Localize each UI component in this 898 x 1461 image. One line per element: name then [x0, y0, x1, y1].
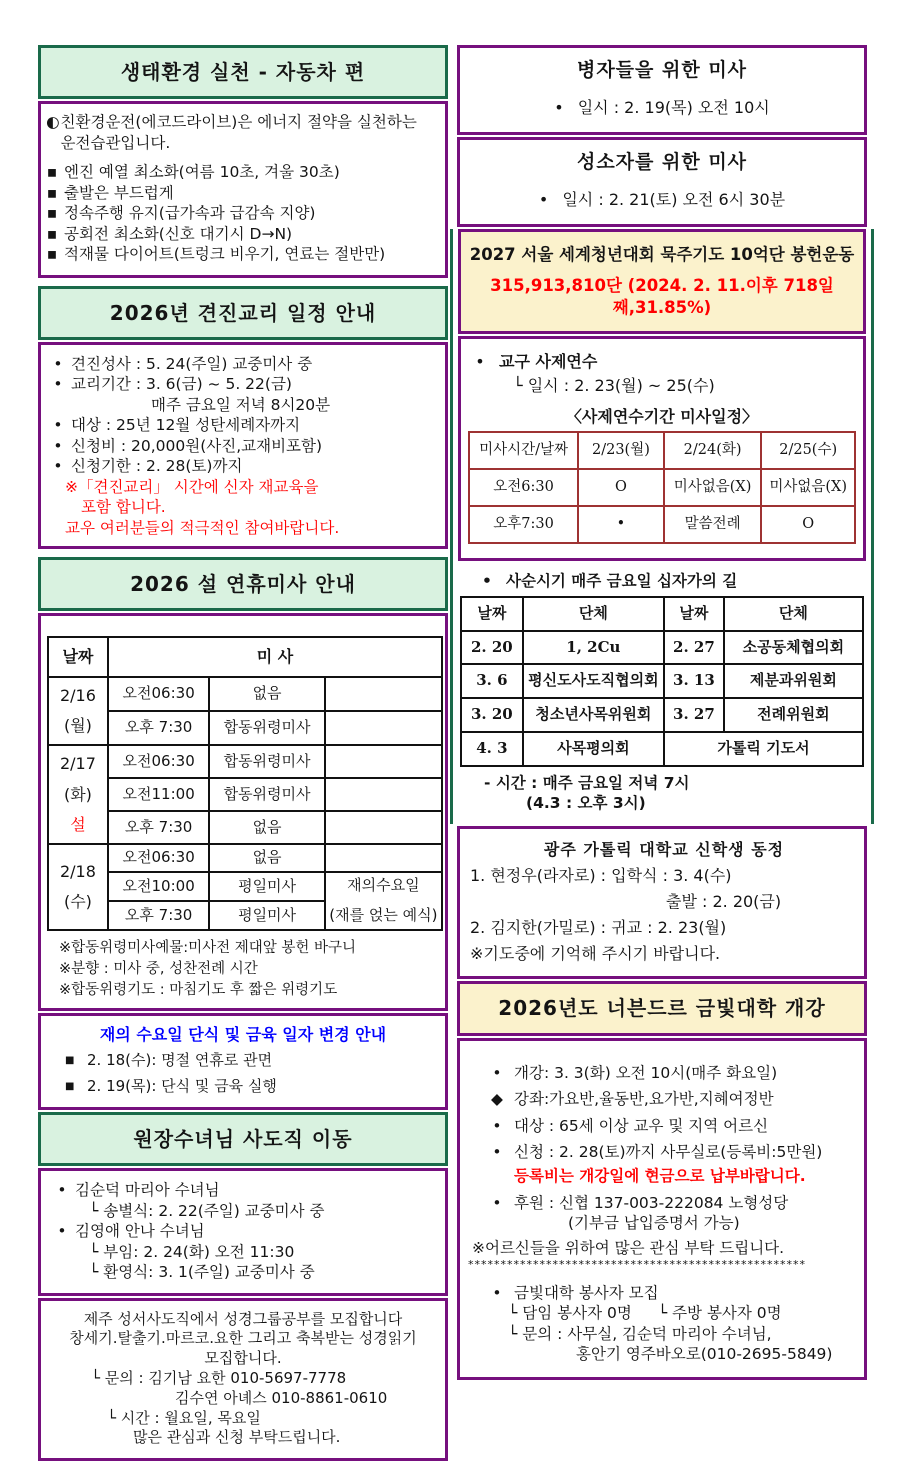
note-cell — [325, 844, 442, 872]
date-line: 2/17 — [59, 754, 96, 774]
group-cell: 소공동체협의회 — [724, 631, 863, 665]
date-cell: 2. 20 — [461, 631, 523, 665]
nun-detail: └ 부임: 2. 24(화) 오전 11:30 — [89, 1242, 295, 1261]
vocation-mass-datetime: 일시 : 2. 21(토) 오전 6시 30분 — [562, 190, 786, 210]
time-cell: 오전10:00 — [108, 872, 210, 901]
date-cell — [48, 745, 108, 844]
table-row — [461, 732, 863, 766]
mass-cell: 평일미사 — [209, 872, 324, 901]
list-item — [464, 97, 860, 118]
college-item: 신청 : 2. 28(토)까지 사무실로(등록비:5만원) — [514, 1143, 823, 1162]
status-cell: • — [578, 506, 664, 543]
time-cell: 오전11:00 — [108, 778, 210, 811]
status-cell: O — [578, 469, 664, 506]
rosary-campaign-title: 2027 서울 세계청년대회 묵주기도 10억단 봉헌운동 — [469, 245, 855, 265]
col-header: 2/24(화) — [664, 432, 762, 469]
confirmation-note-red: 교우 여러분들의 적극적인 참여바랍니다. — [65, 518, 340, 537]
table-header-row — [48, 637, 442, 676]
bullet-icon: • — [554, 98, 564, 118]
ash-item: 2. 18(수): 명절 연휴로 관면 — [87, 1051, 273, 1070]
list-item — [51, 436, 441, 456]
nun-section-header — [38, 1112, 448, 1166]
jeju-line: 창세기.탈출기.마르코.요한 그리고 축복받는 성경읽기 — [69, 1329, 417, 1348]
eco-intro-line1: 친환경운전(에코드라이브)은 에너지 절약을 실천하는 — [60, 113, 417, 132]
col-header: 날짜 — [461, 597, 523, 631]
date-cell: 3. 20 — [461, 698, 523, 732]
college-item: 개강: 3. 3(화) 오전 10시(매주 화요일) — [514, 1063, 778, 1082]
time-cell: 오후 7:30 — [108, 811, 210, 844]
asterisk-divider: **************************************************** — [468, 1258, 806, 1272]
note-line: ※합동위령기도 : 마침기도 후 짧은 위령기도 — [59, 982, 338, 999]
lent-time: - 시간 : 매주 금요일 저녁 7시 — [484, 773, 690, 792]
lent-heading: 사순시기 매주 금요일 십자가의 길 — [506, 572, 738, 591]
date-cell: 3. 27 — [664, 698, 724, 732]
note-cell — [325, 778, 442, 811]
seollal-section-body — [38, 613, 448, 1011]
time-cell: 오후7:30 — [469, 506, 578, 543]
college-item: 대상 : 65세 이상 교우 및 지역 어르신 — [514, 1116, 769, 1135]
priest-training-section — [458, 336, 866, 562]
jeju-line: 제주 성서사도직에서 성경그룹공부를 모집합니다 — [83, 1309, 403, 1328]
group-cell: 제분과위원회 — [724, 664, 863, 698]
date-line: 2/16 — [59, 685, 96, 705]
col-header: 단체 — [724, 597, 863, 631]
list-item — [51, 374, 441, 394]
list-item — [46, 162, 440, 182]
jeju-contact: 김수연 아녜스 010-8861-0610 — [175, 1388, 388, 1407]
time-cell: 오후 7:30 — [108, 711, 210, 745]
college-elder-note: ※어르신들을 위하여 많은 관심 부탁 드립니다. — [472, 1238, 785, 1257]
col-header-date: 날짜 — [48, 637, 108, 676]
note-line: ※분향 : 미사 중, 성찬전례 시간 — [59, 961, 258, 977]
confirmation-item: 교리기간 : 3. 6(금) ~ 5. 22(금) — [71, 375, 292, 394]
list-item — [51, 456, 441, 476]
list-item — [467, 351, 857, 372]
eco-section-title: 생태환경 실천 - 자동차 편 — [120, 60, 366, 84]
date-line: (월) — [63, 715, 92, 735]
confirmation-note-red: ※「견진교리」 시간에 신자 재교육을 — [65, 477, 319, 496]
list-item — [464, 1283, 860, 1303]
mass-cell: 합동위령미사 — [209, 711, 324, 745]
time-cell: 오전06:30 — [108, 844, 210, 872]
bullet-icon: • — [475, 351, 485, 371]
mass-cell: 합동위령미사 — [209, 745, 324, 778]
time-cell: 오전06:30 — [108, 745, 210, 778]
table-row — [461, 664, 863, 698]
green-framed-group — [450, 229, 874, 823]
nun-name: 김순덕 마리아 수녀님 — [75, 1181, 220, 1200]
eco-tip: 공회전 최소화(신호 대기시 D→N) — [64, 224, 293, 243]
list-item — [46, 224, 440, 244]
note-line: 재의수요일 — [347, 876, 420, 895]
date-line: (수) — [63, 892, 92, 912]
eco-tip: 출발은 부드럽게 — [64, 183, 174, 202]
list-item — [55, 1180, 441, 1200]
date-cell — [48, 844, 108, 929]
confirmation-item-continuation: 매주 금요일 저녁 8시20분 — [151, 395, 331, 414]
prayer-book-cell: 가톨릭 기도서 — [664, 732, 863, 766]
table-row — [48, 677, 442, 711]
note-cell — [325, 745, 442, 778]
seollal-mass-table — [47, 636, 443, 930]
training-date: └ 일시 : 2. 23(월) ~ 25(수) — [513, 375, 715, 395]
mass-cell: 평일미사 — [209, 901, 324, 930]
volunteer-count: └ 주방 봉사자 0명 — [657, 1304, 782, 1323]
college-section-header — [457, 981, 867, 1035]
date-cell: 2. 27 — [664, 631, 724, 665]
eco-section-body — [38, 101, 448, 277]
bullet-icon: • — [492, 1283, 502, 1302]
status-cell: 미사없음(X) — [664, 469, 762, 506]
eco-tip: 정속주행 유지(급가속과 급감속 지양) — [64, 204, 316, 223]
list-item — [47, 1051, 439, 1071]
rosary-campaign-count: 315,913,810단 (2024. 2. 11.이후 718일째,31.85%) — [490, 276, 834, 317]
date-line: 2/18 — [59, 861, 96, 881]
eco-intro-line2: 운전습관입니다. — [60, 133, 171, 152]
table-row — [48, 844, 442, 872]
mass-cell: 없음 — [209, 811, 324, 844]
status-cell: O — [761, 506, 855, 543]
table-header-row — [469, 432, 855, 469]
list-item — [51, 415, 441, 435]
confirmation-section-title: 2026년 견진교리 일정 안내 — [109, 300, 377, 325]
col-header-mass: 미 사 — [108, 637, 442, 676]
college-item: 강좌:가요반,율동반,요가반,지혜여정반 — [514, 1090, 774, 1109]
jeju-line: 모집합니다. — [204, 1349, 282, 1368]
table-row — [48, 745, 442, 778]
confirmation-item: 신청비 : 20,000원(사진,교재비포함) — [71, 436, 323, 455]
list-item — [464, 1193, 860, 1213]
bullet-icon: • — [492, 1193, 502, 1212]
square-bullet-icon: ■ — [65, 1081, 75, 1093]
bullet-icon: ▪ — [46, 224, 58, 243]
bullet-icon: • — [538, 190, 549, 210]
eco-intro — [46, 112, 440, 153]
table-row — [469, 506, 855, 543]
list-item — [55, 1221, 441, 1241]
volunteer-contact: └ 문의 : 사무실, 김순덕 마리아 수녀님, — [508, 1324, 772, 1343]
college-section-title: 2026년도 너븐드르 금빛대학 개강 — [498, 996, 826, 1021]
sick-mass-datetime: 일시 : 2. 19(목) 오전 10시 — [577, 98, 770, 118]
list-item — [46, 244, 440, 264]
status-cell: 미사없음(X) — [761, 469, 855, 506]
table-row — [48, 811, 442, 844]
jeju-bible-section — [38, 1298, 448, 1461]
seminarian-line: 2. 김지한(가밀로) : 귀교 : 2. 23(월) — [470, 918, 727, 938]
note-cell — [325, 811, 442, 844]
rosary-campaign-section — [458, 229, 866, 333]
list-item — [47, 1077, 439, 1097]
note-line: ※합동위령미사예물:미사전 제대앞 봉헌 바구니 — [59, 939, 356, 956]
table-header-row — [461, 597, 863, 631]
confirmation-note-red: 포함 합니다. — [81, 498, 166, 517]
list-item — [46, 203, 440, 223]
bullet-icon: ▪ — [46, 183, 58, 202]
sick-mass-title: 병자들을 위한 미사 — [576, 59, 748, 81]
bullet-icon: • — [57, 1222, 67, 1241]
col-header: 2/23(월) — [578, 432, 664, 469]
college-item-continuation: (기부금 납입증명서 가능) — [568, 1214, 740, 1233]
confirmation-item: 견진성사 : 5. 24(주일) 교중미사 중 — [71, 354, 313, 373]
note-line: (재를 얹는 예식) — [329, 906, 438, 925]
note-cell — [325, 711, 442, 745]
bullet-icon: • — [482, 572, 492, 591]
college-section-body — [457, 1038, 867, 1380]
bullet-icon: • — [53, 354, 63, 373]
table-row — [461, 698, 863, 732]
col-header: 미사시간/날짜 — [469, 432, 578, 469]
eco-tip: 적재물 다이어트(트렁크 비우기, 연료는 절반만) — [64, 245, 386, 264]
lent-schedule-table — [460, 596, 864, 767]
seminarian-line: 1. 현정우(라자로) : 입학식 : 3. 4(수) — [470, 865, 732, 885]
confirmation-item: 대상 : 25년 12월 성탄세례자까지 — [71, 416, 301, 435]
volunteer-count: └ 담임 봉사자 0명 — [508, 1304, 632, 1323]
col-header: 날짜 — [664, 597, 724, 631]
nun-detail: └ 환영식: 3. 1(주일) 교중미사 중 — [89, 1263, 315, 1282]
table-row — [469, 469, 855, 506]
list-item — [464, 1063, 860, 1083]
confirmation-section-body — [38, 342, 448, 549]
training-table-title: 〈사제연수기간 미사일정〉 — [565, 406, 759, 426]
bullet-icon: ▪ — [46, 163, 58, 182]
bullet-icon: ▪ — [46, 245, 58, 264]
eco-intro-text — [61, 112, 417, 153]
volunteer-counts-row — [464, 1303, 860, 1323]
date-cell: 4. 3 — [461, 732, 523, 766]
bullet-icon: • — [53, 457, 63, 476]
lent-heading-row — [460, 571, 864, 591]
nun-detail: └ 송별식: 2. 22(주일) 교중미사 중 — [89, 1201, 325, 1220]
seminarian-section — [457, 826, 867, 980]
ash-wednesday-note-cell — [325, 872, 442, 930]
col-header: 2/25(수) — [761, 432, 855, 469]
table-row — [48, 872, 442, 901]
bullet-icon: • — [492, 1116, 502, 1135]
nun-section-body — [38, 1168, 448, 1295]
group-cell: 사목평의회 — [523, 732, 664, 766]
bullet-icon: • — [53, 375, 63, 394]
eco-section-header — [38, 45, 448, 99]
nun-name: 김영애 안나 수녀님 — [75, 1222, 205, 1241]
seollal-holiday-label: 설 — [70, 815, 86, 835]
date-line: (화) — [63, 784, 92, 804]
bullet-icon: • — [57, 1181, 67, 1200]
vocation-mass-title: 성소자를 위한 미사 — [576, 151, 748, 174]
group-cell: 평신도사도직협의회 — [523, 664, 664, 698]
list-item — [51, 354, 441, 374]
training-heading: 교구 사제연수 — [499, 351, 598, 371]
seollal-notes — [47, 939, 439, 1000]
eco-tip: 엔진 예열 최소화(여름 10초, 겨울 30초) — [64, 163, 340, 182]
bullet-icon: • — [492, 1063, 502, 1082]
bullet-icon: ▪ — [46, 204, 58, 223]
time-cell: 오전06:30 — [108, 677, 210, 711]
list-item — [46, 183, 440, 203]
ash-section-title: 재의 수요일 단식 및 금육 일자 변경 안내 — [99, 1025, 387, 1045]
table-row — [461, 631, 863, 665]
mass-cell: 없음 — [209, 677, 324, 711]
half-circle-icon: ◐ — [46, 113, 60, 132]
note-cell — [325, 677, 442, 711]
volunteer-title: 금빛대학 봉사자 모집 — [514, 1283, 659, 1302]
bullet-icon: • — [53, 436, 63, 455]
date-cell: 3. 13 — [664, 664, 724, 698]
vocation-mass-section — [457, 137, 867, 227]
time-cell: 오전6:30 — [469, 469, 578, 506]
college-item: 후원 : 신협 137-003-222084 노형성당 — [514, 1193, 789, 1212]
diamond-bullet-icon: ◆ — [491, 1090, 503, 1109]
confirmation-section-header — [38, 286, 448, 340]
jeju-contact: └ 문의 : 김기남 요한 010-5697-7778 — [91, 1369, 347, 1387]
group-cell: 전례위원회 — [724, 698, 863, 732]
col-header: 단체 — [523, 597, 664, 631]
ash-item: 2. 19(목): 단식 및 금육 실행 — [87, 1077, 277, 1096]
training-mass-table — [468, 431, 856, 544]
table-row — [48, 778, 442, 811]
list-item — [464, 189, 860, 210]
seollal-section-title: 2026 설 연휴미사 안내 — [130, 572, 356, 597]
left-column — [38, 45, 448, 1461]
list-item — [464, 1116, 860, 1136]
time-cell: 오후 7:30 — [108, 901, 210, 930]
ash-wednesday-section — [38, 1013, 448, 1110]
list-item — [464, 1142, 860, 1162]
lent-stations-section — [458, 561, 866, 823]
sick-mass-section — [457, 45, 867, 135]
group-cell: 청소년사목위원회 — [523, 698, 664, 732]
mass-cell: 합동위령미사 — [209, 778, 324, 811]
lent-time-exception: (4.3 : 오후 3시) — [526, 794, 646, 813]
seminarian-note: ※기도중에 기억해 주시기 바랍니다. — [470, 944, 721, 964]
table-row — [48, 711, 442, 745]
volunteer-contact: 홍안기 영주바오로(010-2695-5849) — [576, 1345, 833, 1364]
nun-section-title: 원장수녀님 사도직 이동 — [133, 1126, 353, 1151]
right-column — [450, 45, 874, 1461]
group-cell: 1, 2Cu — [523, 631, 664, 665]
date-cell — [48, 677, 108, 746]
date-cell: 3. 6 — [461, 664, 523, 698]
seminarian-title: 광주 가톨릭 대학교 신학생 동정 — [543, 839, 785, 859]
eco-tips-list — [46, 162, 440, 264]
college-fee-note-red: 등록비는 개강일에 현금으로 납부바랍니다. — [514, 1167, 806, 1186]
mass-cell: 없음 — [209, 844, 324, 872]
status-cell: 말씀전례 — [664, 506, 762, 543]
jeju-closing: 많은 관심과 신청 부탁드립니다. — [133, 1428, 341, 1447]
seollal-section-header — [38, 557, 448, 611]
square-bullet-icon: ■ — [65, 1055, 75, 1067]
bullet-icon: • — [492, 1143, 502, 1162]
confirmation-item: 신청기한 : 2. 28(토)까지 — [71, 457, 243, 476]
list-item — [464, 1089, 860, 1109]
jeju-time: └ 시간 : 월요일, 목요일 — [107, 1408, 261, 1427]
bullet-icon: • — [53, 416, 63, 435]
seminarian-line: 출발 : 2. 20(금) — [666, 891, 782, 911]
